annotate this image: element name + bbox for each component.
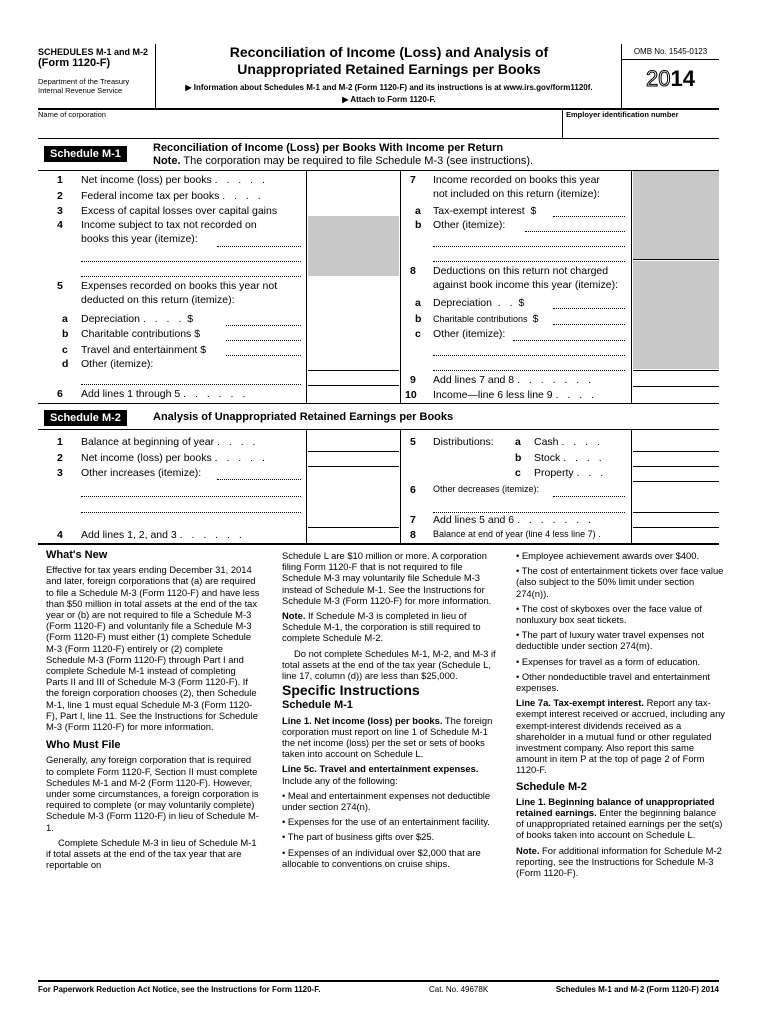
instructions-col2: Schedule L are $10 million or more. A corporation filing Form 1120-F that is not required to file Schedule M-3 may voluntarily file Schedule M-3 instead of Schedule M-1. See the Instructions for Schedule M-3 (Form 1120-F) for more information. Note. If Schedule M-3 is completed in lieu of Schedule M-1, the corporation is still required to complete Schedule M-2. Do not complete Schedules M-1, M-2, and M-3 if total assets at the end of the tax year (Schedule L, line 17, column (d)) are less than $25,000. Specific Instructions Schedule M-1 Line 1. Net income (loss) per books. The foreign corporation must report on line 1 of Schedule M-1 the net income (loss) per the set or sets of books taken into account on Schedule L. Line 5c. Travel and entertainment expenses. Include any of the following: • Meal and entertainment expenses not deductible under section 274(n). • Expenses for the use of an entertainment facility. • The part of business gifts over $25. • Expenses of an individual over $2,000 that are allocable to conventions on cruise ships. [282, 550, 496, 869]
title-block [158, 44, 620, 104]
m2-line4-label: Add lines 1, 2, and 3 . . . . . . [81, 529, 245, 541]
m1-line4-label: Income subject to tax not recorded on [81, 219, 257, 231]
who-must-file-heading: Who Must File [46, 739, 121, 752]
m1-line5d-label: Other (itemize): [81, 358, 154, 370]
schedules-label: SCHEDULES M-1 and M-2 [38, 47, 149, 57]
schedule-m1-heading: Schedule M-1 [282, 699, 353, 712]
schedule-m2-title: Analysis of Unappropriated Retained Earnings per Books [153, 411, 454, 423]
m1-line3-label: Excess of capital losses over capital gains [81, 205, 278, 217]
omb-block [621, 44, 719, 108]
who-must-file-text2: Complete Schedule M-3 in lieu of Schedule M-1 if total assets at the end of the tax year that are reportable on [46, 836, 257, 871]
corp-name-field[interactable] [40, 121, 555, 137]
m1-shaded-box-right2 [633, 261, 719, 369]
schedule-m1-badge: Schedule M-1 [44, 146, 127, 162]
corp-name-label: Name of corporation [38, 110, 106, 119]
paperwork-notice: For Paperwork Reduction Act Notice, see the Instructions for Form 1120-F. [38, 985, 321, 994]
schedule-m1-note: Note. The corporation may be required to file Schedule M-3 (see instructions). [153, 155, 534, 167]
ein-label: Employer identification number [566, 110, 679, 119]
m2-line5b-label: Stock . . . . [534, 452, 605, 464]
whats-new-heading: What's New [46, 549, 108, 561]
m1-line10-label: Income—line 6 less line 9 . . . . [433, 389, 597, 401]
m1-line6-label: Add lines 1 through 5 . . . . . . [81, 388, 249, 400]
note-m3: Note. If Schedule M-3 is completed in lieu of Schedule M-1, the corporation is still required to complete Schedule M-2. [282, 610, 481, 644]
m1-line8-label: Deductions on this return not charged [433, 265, 609, 277]
m2-line6-label: Other decreases (itemize): [433, 484, 540, 494]
form-header [38, 44, 719, 108]
attach-line: ▶ Attach to Form 1120-F. [342, 95, 436, 104]
schedule-m2-badge: Schedule M-2 [44, 410, 127, 426]
m2-line5-label: Distributions: [433, 436, 494, 448]
m2-line5c-label: Property . . . [534, 467, 607, 479]
schedule-m2-heading: Schedule M-2 [516, 780, 587, 793]
m1-line1-label: Net income (loss) per books . . . . . [81, 174, 268, 186]
m1-shaded-box-left [308, 216, 399, 276]
m2-line5a-label: Cash . . . . [534, 436, 603, 448]
cat-number: Cat. No. 49678K [429, 985, 489, 994]
m2-line8-label: Balance at end of year (line 4 less line 7) . [433, 529, 604, 539]
m1-shaded-box-right [633, 171, 719, 259]
m1-line7b-label: Other (itemize): [433, 219, 506, 231]
form-title-line1: Reconciliation of Income (Loss) and Analysis of [229, 44, 549, 60]
dept-label: Department of the Treasury [38, 77, 130, 86]
whats-new-text: Effective for tax years ending December 31, 2014 and later, foreign corporations that (a) are required to file a Schedule M-3 (Form 1120-F) and have less than $50 million in total assets at the end of the tax year or (b) are not required to file a Schedule M-3 (Form 1120-F) and voluntarily file a Schedule M-3 (Form 1120-F) must either (1) complete Schedule M-3 (Form 1120-F) entirely or (2) complete Schedule M-3 (Form 1120-F) through Part I and complete Schedule M-1 instead of completing Parts II and III of Schedule M-3 (Form 1120-F). If the foreign corporation chooses (2), then Schedule M-1, line 1 must equal Schedule M-3 (Form 1120-F), Part I, line 11. See the Instructions for Schedule M-3 (Form 1120-F) for more information. [46, 564, 260, 733]
footer-form-id: Schedules M-1 and M-2 (Form 1120-F) 2014 [555, 985, 719, 994]
m1-line8a-label: Depreciation . . $ [433, 297, 525, 309]
m2-line7-label: Add lines 5 and 6 . . . . . . . [433, 514, 595, 526]
specific-instructions-heading: Specific Instructions [282, 682, 420, 699]
info-line: ▶ Information about Schedules M-1 and M-2 (Form 1120-F) and its instructions is at www.irs.gov/form1120f. [185, 83, 593, 92]
m2-line3-label: Other increases (itemize): [81, 467, 202, 479]
form-id-block [38, 44, 156, 108]
m1-line5-label: Expenses recorded on books this year not [81, 280, 278, 292]
who-must-file-text: Generally, any foreign corporation that is required to complete Form 1120-F, Section II must complete Schedules M-1 and M-2 (Form 1120-F). However, under some circumstances, a foreign corporation is required to complete (or may voluntarily complete) Schedule M-3 (Form 1120-F) in lieu of Schedule M-1. [46, 754, 259, 833]
schedule-m1-title: Reconciliation of Income (Loss) per Books With Income per Return [153, 142, 504, 154]
omb-number: OMB No. 1545-0123 [622, 47, 719, 60]
instructions-col3: • Employee achievement awards over $400. • The cost of entertainment tickets over face value (also subject to the 50% limit under section 274(n)). • The cost of skyboxes over the face value of nonluxury box seat tickets. • The part of luxury water travel expenses not deductible under section 274(m). • Expenses for travel as a form of education. • Other nondeductible travel and entertainment expenses. Line 7a. Tax-exempt interest. Report any tax-exempt interest received or accrued, including any exempt-interest dividends received as a shareholder in a mutual fund or other regulated investment company. Also report this same amount in item P at the top of page 2 of Form 1120-F. Schedule M-2 Line 1. Beginning balance of unappropriated retained earnings. Enter the beginning balance of unappropriated retained earnings per the set(s) of books taken into account on Schedule L. Note. For additional information for Schedule M-2 reporting, see the Instructions for Schedule M-3 (Form 1120-F). [516, 550, 725, 879]
m2-line1-label: Balance at beginning of year . . . . [81, 436, 259, 448]
tax-year: 2014 [646, 66, 695, 91]
m1-line7-label: Income recorded on books this year [433, 174, 600, 186]
instructions-col1 [46, 550, 260, 874]
ein-field[interactable] [566, 121, 716, 137]
m1-line2-label: Federal income tax per books . . . . [81, 190, 264, 202]
form-number: (Form 1120-F) [38, 57, 111, 69]
m1-line9-label: Add lines 7 and 8 . . . . . . . [433, 374, 595, 386]
m1-line7a-label: Tax-exempt interest $ [433, 205, 537, 217]
m1-line5c-label: Travel and entertainment $ [81, 344, 207, 356]
m1-line5b-label: Charitable contributions $ [81, 328, 201, 340]
m2-line2-label: Net income (loss) per books . . . . . [81, 452, 268, 464]
irs-label: Internal Revenue Service [38, 86, 123, 95]
m1-line5a-label: Depreciation . . . . $ [81, 313, 194, 325]
form-title-line2: Unappropriated Retained Earnings per Books [237, 61, 541, 77]
m1-line8b-label: Charitable contributions $ [433, 313, 539, 325]
m1-line8c-label: Other (itemize): [433, 328, 506, 340]
